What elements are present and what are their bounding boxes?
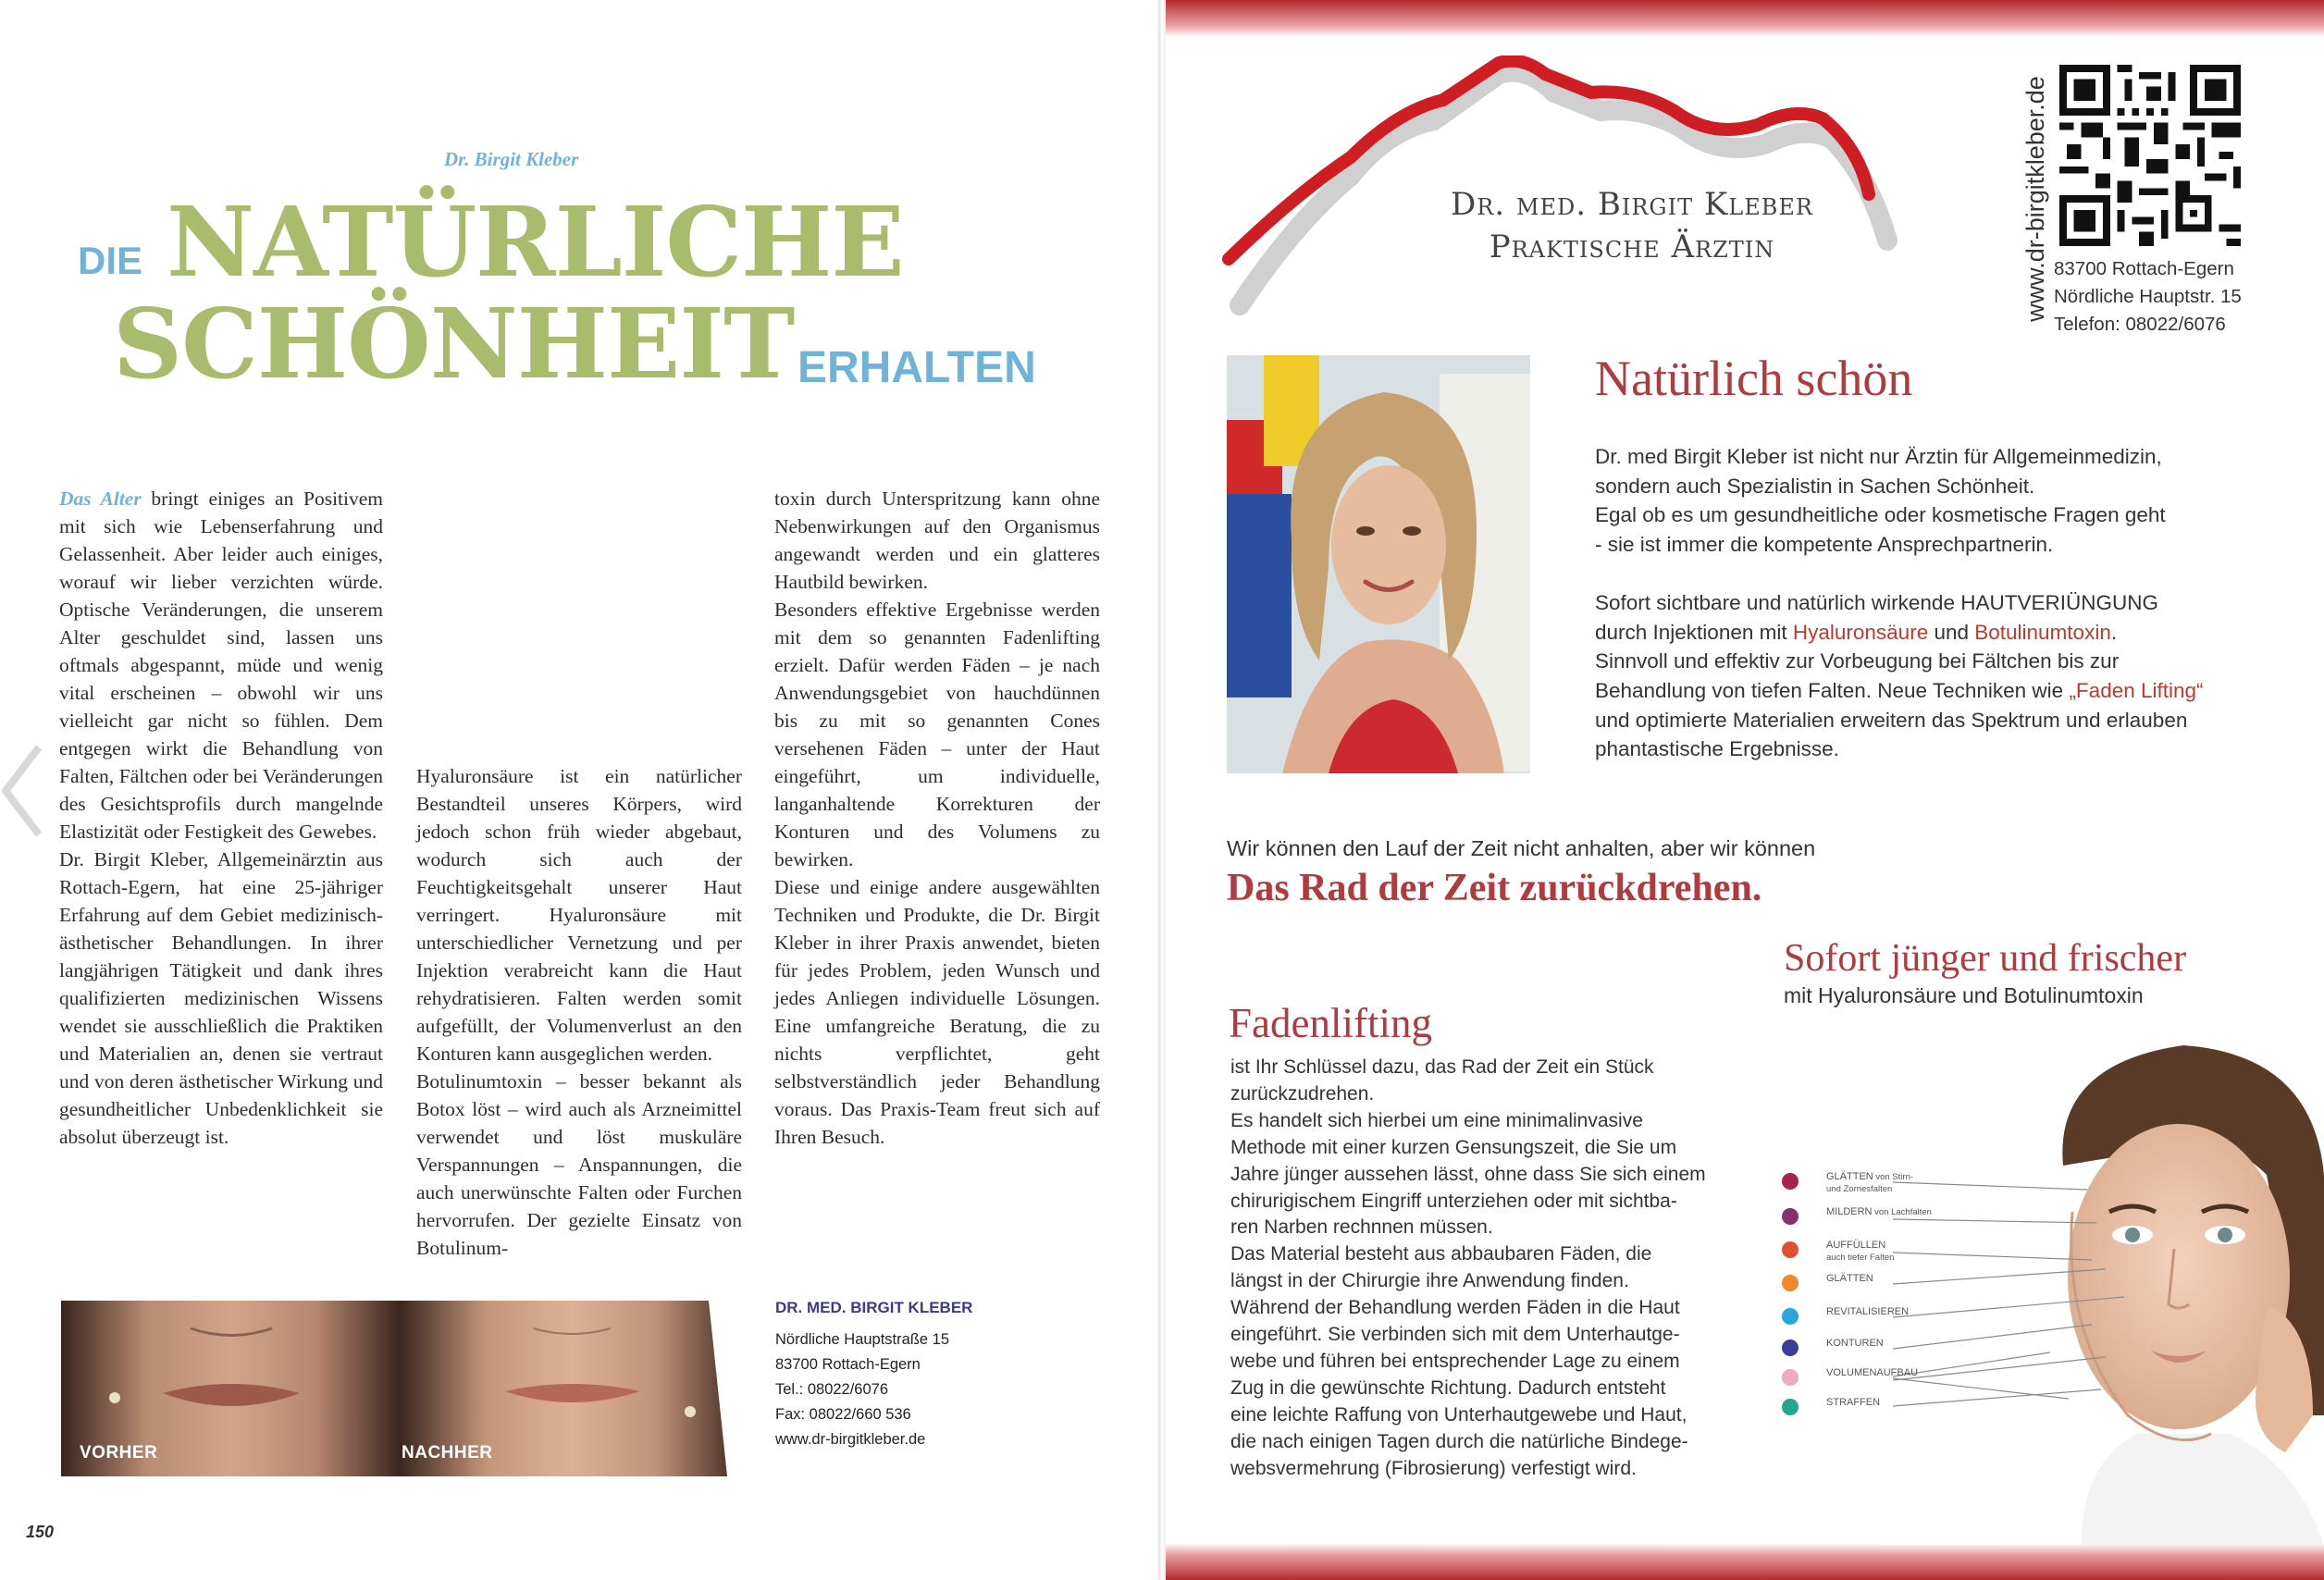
legend-label	[1826, 1306, 1909, 1318]
page-spine	[1158, 0, 1166, 1580]
article-column-3	[774, 485, 1100, 1151]
fadenlifting-line: webe und führen bei entsprechender Lage zu einem	[1230, 1350, 1680, 1372]
legend-dot	[1782, 1308, 1799, 1325]
address-city: 83700 Rottach-Egern	[775, 1356, 921, 1373]
right-addr-street: Nördliche Hauptstr. 15	[2054, 286, 2242, 307]
col1-para1: bringt einiges an Positivem mit sich wie Lebenserfahrung und Gelassenheit. Aber leider auch einiges, worauf wir lieber verzichten würde. Optische Veränderungen, die unserem Alter geschuldet sind, lassen uns oftmals abgespannt, müde und wenig vital erscheinen – obwohl wir uns vielleicht gar nicht so fühlen. Dem entgegen wirkt die Behandlung von Falten, Fältchen oder bei Veränderungen des Gesichtsprofils durch mangelnde Elastizität oder Festigkeit des Gewebes.	[59, 488, 384, 843]
qr-code-icon[interactable]	[2059, 65, 2241, 246]
col2-para2: Botulinumtoxin – besser bekannt als Botox löst – wird auch als Arzneimittel verwendet und löst muskuläre Verspannungen – Anspannungen, die auch unerwünschte Falten oder Furchen hervorrufen. Der gezielte Einsatz von Botulinum-	[416, 1070, 742, 1259]
col1-para2: Dr. Birgit Kleber, Allgemeinärztin aus Rottach-Egern, hat eine 25-jähriger Erfahrung auf dem Gebiet medizinisch-ästhetischer Behandlungen. In ihrer langjährigen Tätigkeit und dank ihres qualifizierten medizinischen Wissens wendet sie ausschließlich die Praktiken und Materialien an, denen sie vertraut und von deren ästhetischer Wirkung und gesundheitlicher Unbedenklichkeit sie absolut überzeugt ist.	[59, 848, 383, 1148]
legend-label-main: KONTUREN	[1826, 1338, 1884, 1349]
address-name: DR. MED. BIRGIT KLEBER	[775, 1299, 973, 1316]
doctor-name-line1: Dr. med. Birgit Kleber	[1451, 186, 1813, 223]
col2-para1: Hyaluronsäure ist ein natürlicher Bestandteil unseres Körpers, wird jedoch schon früh wieder abgebaut, wodurch sich auch der Feuchtigkeitsgehalt unserer Haut verringert. Hyaluronsäure mit unterschiedlicher Vernetzung und per Injektion verabreicht kann die Haut rehydratisieren. Falten werden somit aufgefüllt, der Volumenverlust an den Konturen kann ausgeglichen werden.	[416, 765, 742, 1065]
legend-label-line2: auch tiefer Falten	[1826, 1253, 1895, 1263]
legend-leader-lines	[1893, 1167, 2244, 1426]
sofort-subheading: mit Hyaluronsäure und Botulinumtoxin	[1784, 983, 2144, 1007]
right-addr-city: 83700 Rottach-Egern	[2054, 258, 2234, 279]
legend-label	[1826, 1338, 1884, 1350]
article-column-1	[59, 485, 383, 1151]
legend-label-line2: und Zornesfalten	[1826, 1184, 1893, 1194]
legend-dot	[1782, 1173, 1799, 1190]
address-block-right	[2054, 255, 2242, 339]
highlight-botulinum: Botulinumtoxin	[1974, 620, 2111, 644]
legend-label-main: STRAFFEN	[1826, 1397, 1881, 1408]
slogan-big: Das Rad der Zeit zurückdrehen.	[1227, 867, 1762, 909]
col3-para3: Diese und einige andere ausgewählten Techniken und Produkte, die Dr. Birgit Kleber in ihrer Praxis anwendet, bieten für jedes Problem, jeden Wunsch und jedes Anliegen individuelle Lösungen. Eine umfangreiche Beratung, die zu nichts verpflichtet, geht selbstverständlich jeder Behandlung voraus. Das Praxis-Team freut sich auf Ihren Besuch.	[774, 876, 1100, 1148]
fadenlifting-line: Während der Behandlung werden Fäden in die Haut	[1230, 1297, 1680, 1319]
intro-p2-b: durch Injektionen mit	[1595, 620, 1793, 644]
legend-label-main: GLÄTTEN	[1826, 1171, 1873, 1182]
top-red-band	[1166, 0, 2324, 37]
legend-label-small: von Stirn-	[1873, 1172, 1914, 1182]
fadenlifting-line: Jahre jünger aussehen lässt, ohne dass Sie sich einem	[1230, 1163, 1706, 1185]
fadenlifting-line: ren Narben rechnnen müssen.	[1230, 1216, 1493, 1239]
col3-para2: Besonders effektive Ergebnisse werden mit dem so genannten Fadenlifting erzielt. Dafür werden Fäden – je nach Anwendungsgebiet von hauchdünnen bis zu mit so genannten Cones versehenen Fäden – unter der Haut eingeführt, um individuelle, langanhaltende Korrekturen der Konturen und des Volumens zu bewirken.	[774, 599, 1100, 870]
after-label: NACHHER	[402, 1443, 493, 1463]
fadenlifting-line: ist Ihr Schlüssel dazu, das Rad der Zeit ein Stück	[1230, 1056, 1654, 1078]
intro-text	[1595, 442, 2261, 764]
title-line2: SCHÖNHEIT	[113, 287, 795, 401]
legend-label-main: MILDERN	[1826, 1206, 1873, 1217]
address-tel: Tel.: 08022/6076	[775, 1381, 889, 1398]
title-line1: NATÜRLICHE	[167, 185, 904, 299]
legend-label	[1826, 1240, 1894, 1264]
intro-p2-a: Sofort sichtbare und natürlich wirkende HAUTVERIÜNGUNG	[1595, 590, 2158, 614]
fadenlifting-line: längst in der Chirurgie ihre Anwendung finden.	[1230, 1270, 1629, 1292]
legend-dot	[1782, 1275, 1799, 1291]
legend-label-main: AUFFÜLLEN	[1826, 1240, 1886, 1251]
intro-p1-l1: Dr. med Birgit Kleber ist nicht nur Ärztin für Allgemeinmedizin,	[1595, 445, 2162, 468]
legend-label-main: GLÄTTEN	[1826, 1273, 1873, 1284]
intro-p1-l3: Egal ob es um gesundheitliche oder kosmetische Fragen geht	[1595, 503, 2166, 527]
intro-p2-e: und optimierte Materialien erweitern das Spektrum und erlauben	[1595, 708, 2188, 732]
fadenlifting-text	[1230, 1055, 1749, 1483]
address-street: Nördliche Hauptstraße 15	[775, 1331, 950, 1348]
legend-label	[1826, 1171, 1913, 1195]
intro-p1-l2: sondern auch Spezialistin in Sachen Schönheit.	[1595, 474, 2035, 498]
fadenlifting-line: eine leichte Raffung von Unterhautgewebe und Haut,	[1230, 1403, 1687, 1426]
legend-dot	[1782, 1241, 1799, 1258]
address-web[interactable]: www.dr-birgitkleber.de	[775, 1431, 926, 1448]
before-after-image	[61, 1301, 742, 1476]
doctor-name-header	[1432, 183, 1832, 268]
legend-label-main: REVITALISIEREN	[1826, 1306, 1910, 1317]
title-erhalten: ERHALTEN	[797, 343, 1036, 392]
intro-p2-dot: .	[2110, 620, 2118, 644]
website-vertical-text: www.dr-birgitkleber.de	[2021, 76, 2049, 322]
slogan-small: Wir können den Lauf der Zeit nicht anhalten, aber wir können	[1227, 836, 1816, 860]
bottom-red-band	[1166, 1543, 2324, 1580]
article-column-2	[416, 762, 742, 1262]
intro-p2-und: und	[1928, 620, 1975, 644]
intro-p2-d: Behandlung von tiefen Falten. Neue Techniken wie	[1595, 678, 2070, 702]
fadenlifting-line: Es handelt sich hierbei um eine minimalinvasive	[1230, 1109, 1643, 1131]
fadenlifting-line: Methode mit einer kurzen Gensungszeit, die Sie um	[1230, 1136, 1677, 1158]
treatment-legend	[1782, 1167, 2078, 1426]
address-block-left	[775, 1295, 972, 1452]
highlight-hyaluron: Hyaluronsäure	[1792, 620, 1929, 644]
heading-natuerlich-schoen: Natürlich schön	[1595, 351, 1913, 406]
address-fax: Fax: 08022/660 536	[775, 1406, 911, 1423]
highlight-faden-lifting: „Faden Lifting“	[2069, 678, 2204, 702]
intro-p1-l4: - sie ist immer die kompetente Ansprechpartnerin.	[1595, 533, 2054, 557]
page-number: 150	[26, 1523, 55, 1541]
byline: Dr. Birgit Kleber	[444, 148, 579, 170]
intro-p2-c: Sinnvoll und effektiv zur Vorbeugung bei Fältchen bis zur	[1595, 649, 2120, 673]
legend-dot	[1782, 1369, 1799, 1386]
legend-dot	[1782, 1399, 1799, 1415]
doctor-portrait-photo	[1227, 355, 1530, 773]
heading-fadenlifting: Fadenlifting	[1229, 1000, 1432, 1046]
intro-p2-f: phantastische Ergebnisse.	[1595, 737, 1839, 761]
col3-para1: toxin durch Unterspritzung kann ohne Nebenwirkungen auf den Organismus angewandt werden und ein glatteres Hautbild bewirken.	[774, 488, 1100, 593]
fadenlifting-line: die nach einigen Tagen durch die natürliche Bindege-	[1230, 1430, 1688, 1452]
fadenlifting-line: chirurigischem Eingriff unterziehen oder mit sichtba-	[1230, 1190, 1677, 1212]
doctor-name-line2: Praktische Ärztin	[1489, 228, 1775, 265]
fadenlifting-line: Zug in die gewünschte Richtung. Dadurch entsteht	[1230, 1376, 1666, 1399]
fadenlifting-line: websvermehrung (Fibrosierung) verfestigt wird.	[1230, 1457, 1637, 1479]
fadenlifting-line: Das Material besteht aus abbaubaren Fäden, die	[1230, 1243, 1652, 1265]
legend-label	[1826, 1206, 1932, 1218]
legend-label	[1826, 1273, 1873, 1285]
legend-dot	[1782, 1208, 1799, 1225]
legend-label-small: von Lachfalten	[1872, 1207, 1932, 1217]
legend-label	[1826, 1397, 1880, 1409]
legend-label-main: VOLUMENAUFBAU	[1826, 1367, 1919, 1378]
previous-page-chevron-icon[interactable]	[0, 740, 50, 842]
legend-dot	[1782, 1339, 1799, 1356]
legend-label	[1826, 1367, 1918, 1379]
website-vertical[interactable]	[2019, 65, 2052, 333]
heading-sofort: Sofort jünger und frischer	[1784, 937, 2187, 980]
right-addr-tel: Telefon: 08022/6076	[2054, 314, 2226, 335]
fadenlifting-line: eingeführt. Sie verbinden sich mit dem Unterhautge-	[1230, 1324, 1680, 1346]
title-die: DIE	[78, 239, 143, 282]
fadenlifting-line: zurückzudrehen.	[1230, 1082, 1375, 1105]
lead-in: Das Alter	[59, 488, 142, 510]
before-label: VORHER	[80, 1443, 158, 1463]
